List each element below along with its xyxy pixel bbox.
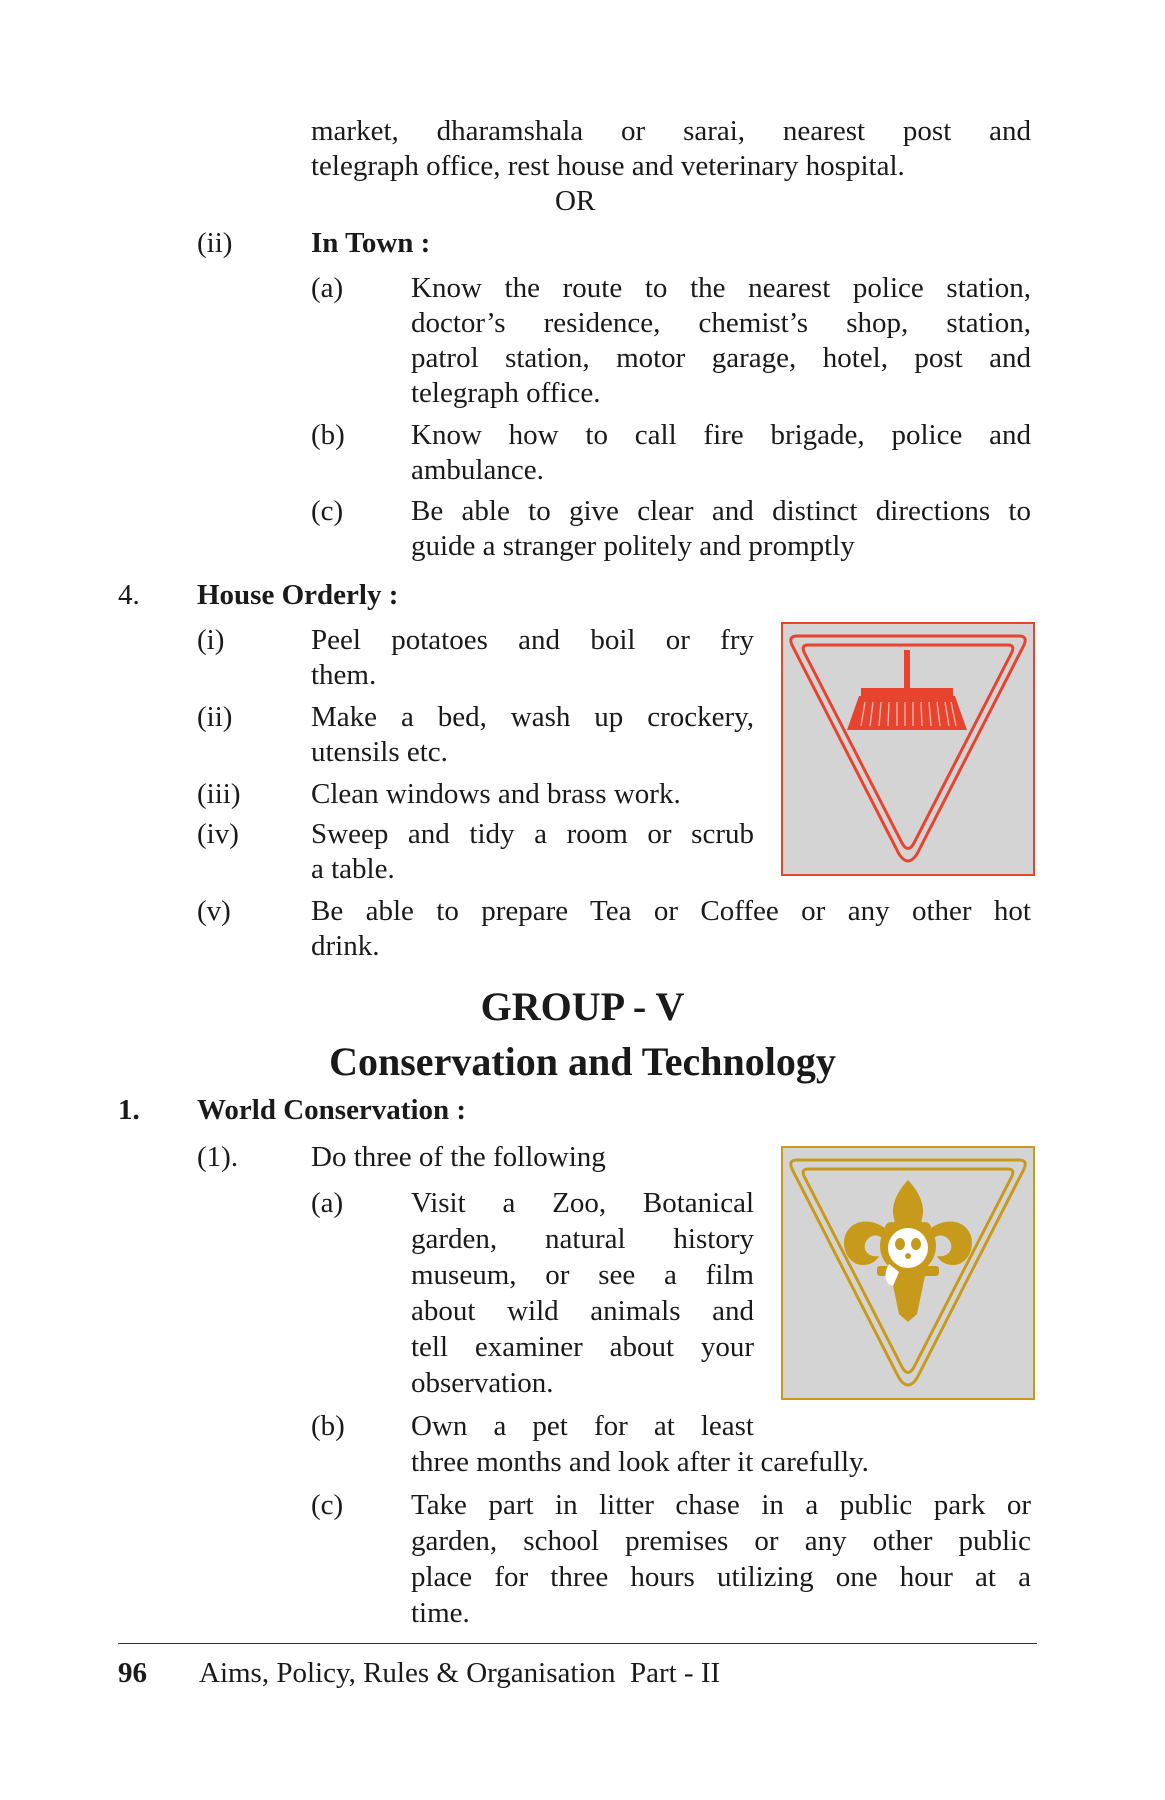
item-text: them.	[311, 659, 377, 691]
section-heading: House Orderly :	[197, 579, 399, 611]
item-text: doctor’s residence, chemist’s shop, station,	[411, 307, 1031, 339]
page-number: 96	[118, 1657, 147, 1689]
item-text: Know how to call fire brigade, police and	[411, 419, 1031, 451]
item-text: time.	[411, 1597, 470, 1629]
item-letter: (b)	[311, 1410, 345, 1442]
footer-rule	[118, 1643, 1037, 1644]
footer-title: Aims, Policy, Rules & Organisation Part - II	[199, 1657, 721, 1689]
group-subtitle: Conservation and Technology	[329, 1039, 836, 1084]
section-number: 4.	[118, 579, 140, 611]
item-letter: (a)	[311, 1187, 344, 1219]
section-heading: World Conservation :	[197, 1094, 467, 1126]
item-text: Make a bed, wash up crockery,	[311, 701, 754, 733]
house-orderly-badge-icon	[781, 622, 1035, 876]
intro-line: market, dharamshala or sarai, nearest post and	[311, 115, 1031, 147]
item-text: Know the route to the nearest police station,	[411, 272, 1031, 304]
item-text: three months and look after it carefully.	[411, 1446, 869, 1478]
item-number: (iv)	[197, 818, 239, 850]
item-number: (iii)	[197, 778, 241, 810]
item-text: Be able to prepare Tea or Coffee or any other hot	[311, 895, 1031, 927]
item-text: Be able to give clear and distinct directions to	[411, 495, 1031, 527]
item-text: Sweep and tidy a room or scrub	[311, 818, 754, 850]
group-title: GROUP - V	[480, 984, 685, 1029]
section-heading: In Town :	[311, 227, 431, 259]
item-text: Take part in litter chase in a public park or	[411, 1489, 1031, 1521]
item-text: garden, school premises or any other public	[411, 1525, 1031, 1557]
intro-line: telegraph office, rest house and veterinary hospital.	[311, 150, 905, 182]
item-text: Clean windows and brass work.	[311, 778, 681, 810]
world-conservation-badge-icon	[781, 1146, 1035, 1400]
item-text: a table.	[311, 853, 395, 885]
item-number: (ii)	[197, 227, 233, 259]
section-number: 1.	[118, 1094, 140, 1126]
item-text: about wild animals and	[411, 1295, 754, 1327]
item-text: tell examiner about your	[411, 1331, 754, 1363]
item-text: utensils etc.	[311, 736, 448, 768]
item-text: guide a stranger politely and promptly	[411, 530, 855, 562]
item-number: (v)	[197, 895, 231, 927]
item-text: Own a pet for at least	[411, 1410, 754, 1442]
item-text: patrol station, motor garage, hotel, post and	[411, 342, 1031, 374]
item-text: Peel potatoes and boil or fry	[311, 624, 754, 656]
item-letter: (a)	[311, 272, 344, 304]
item-text: museum, or see a film	[411, 1259, 754, 1291]
item-letter: (b)	[311, 419, 345, 451]
item-text: ambulance.	[411, 454, 544, 486]
item-text: place for three hours utilizing one hour at a	[411, 1561, 1031, 1593]
world-conservation-badge	[781, 1146, 1035, 1400]
item-text: garden, natural history	[411, 1223, 754, 1255]
or-separator: OR	[555, 185, 596, 217]
item-text: drink.	[311, 930, 380, 962]
house-orderly-badge	[781, 622, 1035, 876]
item-letter: (c)	[311, 1489, 344, 1521]
item-letter: (c)	[311, 495, 344, 527]
item-text: telegraph office.	[411, 377, 601, 409]
item-number: (i)	[197, 624, 225, 656]
item-number: (ii)	[197, 701, 233, 733]
item-text: Visit a Zoo, Botanical	[411, 1187, 754, 1219]
item-text: Do three of the following	[311, 1141, 606, 1173]
item-number: (1).	[197, 1141, 239, 1173]
item-text: observation.	[411, 1367, 554, 1399]
